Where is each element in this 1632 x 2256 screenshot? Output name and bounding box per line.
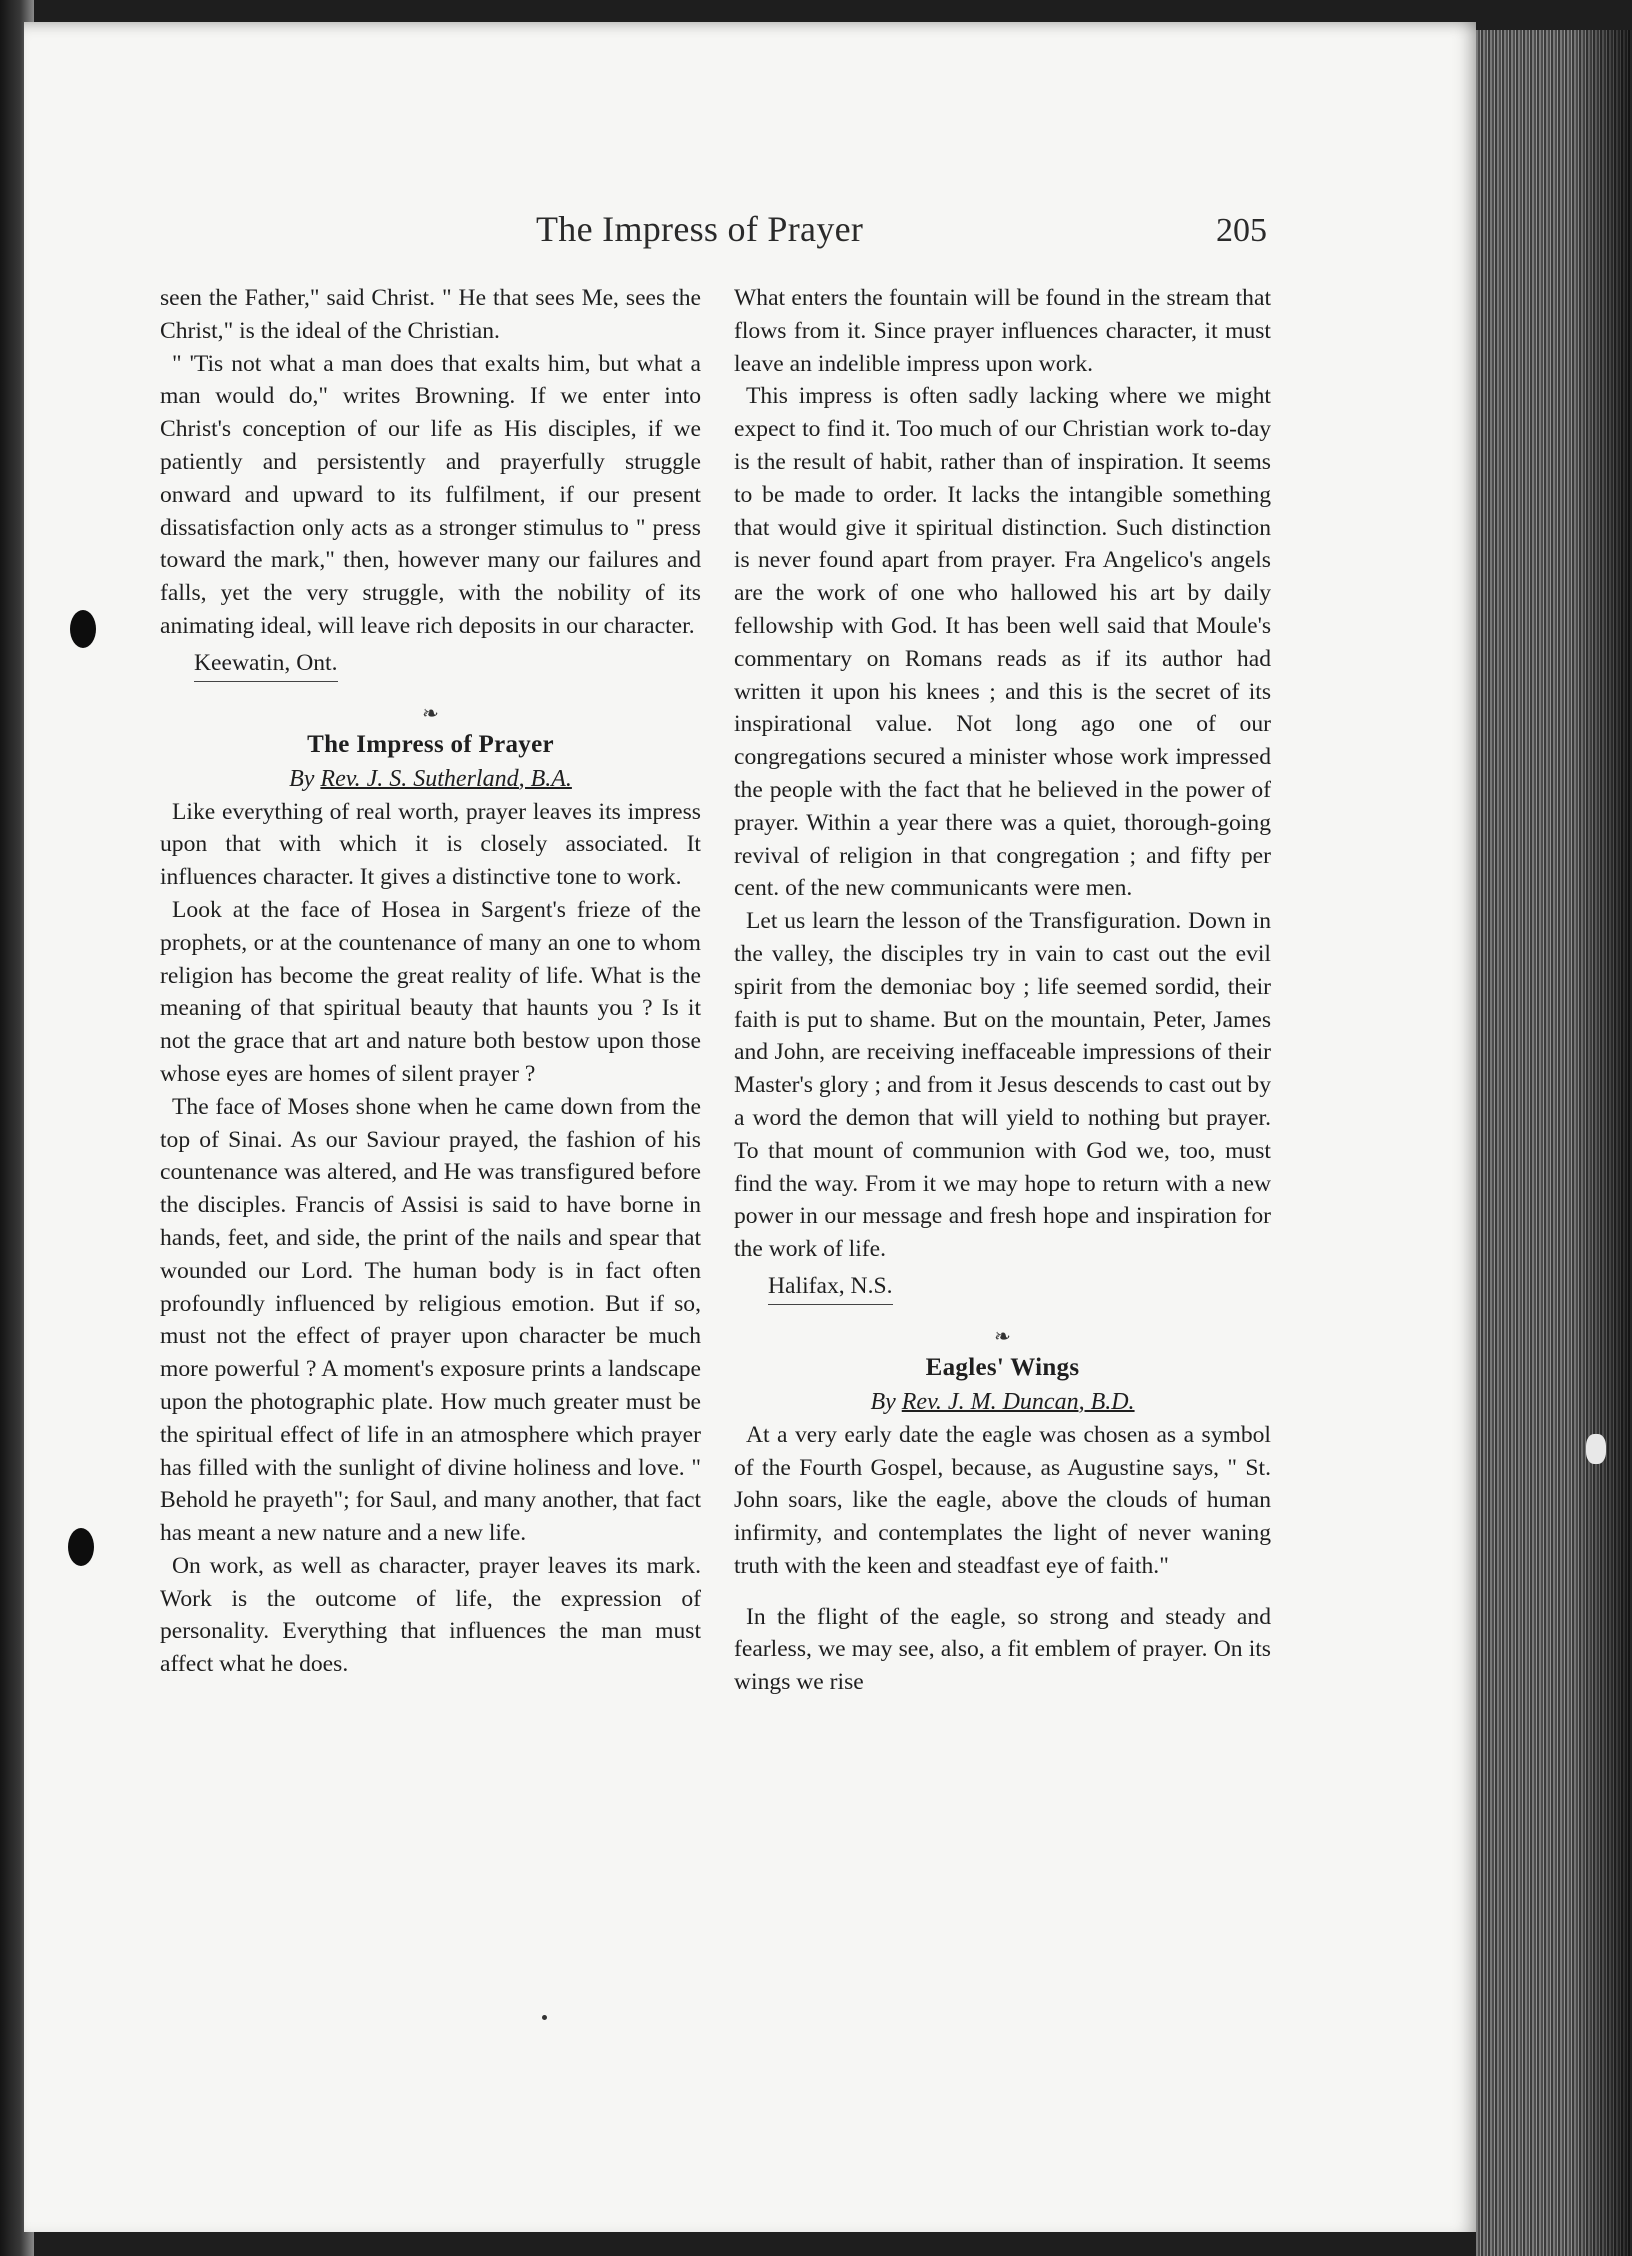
book-page-edges bbox=[1476, 30, 1632, 2256]
byline bbox=[734, 1385, 1271, 1419]
paragraph: On work, as well as character, prayer leaves its mark. Work is the outcome of life, the expression of personality. Everything that influences the man must affect what he does. bbox=[160, 1552, 701, 1678]
paragraph: seen the Father," said Christ. " He that sees Me, sees the Christ," is the ideal of the Christian. bbox=[160, 285, 701, 344]
page-edge-mark bbox=[1586, 1434, 1606, 1464]
byline-prefix: By bbox=[870, 1388, 896, 1415]
page-number: 205 bbox=[1216, 212, 1267, 249]
ornament-icon: ❧ bbox=[422, 702, 439, 725]
ornament-icon: ❧ bbox=[994, 1325, 1011, 1348]
place-signature: Keewatin, Ont. bbox=[194, 647, 338, 682]
paragraph: At a very early date the eagle was chosen as a symbol of the Fourth Gospel, because, as Augustine says, " St. John soars, like the eagle, above the clouds of human infirmity, and contemplates the light of never waning truth with the keen and steadfast eye of faith." bbox=[734, 1421, 1271, 1579]
paragraph: " 'Tis not what a man does that exalts him, but what a man would do," writes Browning. If we enter into Christ's conception of our life as His disciples, if we patiently and persistently and prayerfully struggle onward and upward to its fulfilment, if our present dissatisfaction only acts as a stronger stimulus to " press toward the mark," then, however many our failures and falls, yet the very struggle, with the nobility of its animating ideal, will leave rich deposits in our character. bbox=[160, 350, 701, 639]
paragraph: Let us learn the lesson of the Transfiguration. Down in the valley, the disciples try in vain to cast out the evil spirit from the demoniac boy ; life seemed sordid, their faith is put to shame. But on the mountain, Peter, James and John, are receiving ineffaceable impressions of their Master's glory ; and from it Jesus descends to cast out by a word the demon that will yield to nothing but prayer. To that mount of communion with God we, too, must find the way. From it we may hope to return with a new power in our message and fresh hope and inspiration for the work of life. bbox=[734, 908, 1271, 1263]
right-column bbox=[734, 282, 1271, 1699]
paragraph: This impress is often sadly lacking where we might expect to find it. Too much of our Christian work to-day is the result of habit, rather than of inspiration. It seems to be made to order. It lacks the intangible something that would give it spiritual distinction. Such distinction is never found apart from prayer. Fra Angelico's angels are the work of one who hallowed his art by daily fellowship with God. It has been well said that Moule's commentary on Romans reads as if its author had written it upon his knees ; and this is the secret of its inspirational value. Not long ago one of our congregations secured a minister whose work impressed the people with the fact that he believed in the power of prayer. Within a year there was a quiet, thorough-going revival of religion in that congregation ; and fifty per cent. of the new communicants were men. bbox=[734, 383, 1271, 902]
page-speck bbox=[542, 2015, 547, 2020]
article-title: The Impress of Prayer bbox=[307, 730, 554, 758]
paragraph: What enters the fountain will be found in the stream that flows from it. Since prayer influences character, it must leave an indelible impress upon work. bbox=[734, 285, 1271, 377]
punch-hole bbox=[68, 1528, 94, 1566]
byline-prefix: By bbox=[289, 765, 315, 792]
byline bbox=[160, 762, 701, 796]
paragraph: The face of Moses shone when he came down from the top of Sinai. As our Saviour prayed, the fashion of his countenance was altered, and He was transfigured before the disciples. Francis of Assisi is said to have borne in hands, feet, and side, the print of the nails and spear that wounded our Lord. The human body is in fact often profoundly influenced by religious emotion. But if so, must not the effect of prayer upon character be much more powerful ? A moment's exposure prints a landscape upon the photographic plate. How much greater must be the spiritual effect of life in an atmosphere which prayer has filled with the sunlight of divine holiness and love. " Behold he prayeth"; for Saul, and many another, that fact has meant a new nature and a new life. bbox=[160, 1093, 701, 1547]
running-head: The Impress of Prayer bbox=[536, 209, 864, 249]
byline-author: Rev. J. M. Duncan, B.D. bbox=[901, 1388, 1135, 1415]
byline-author: Rev. J. S. Sutherland, B.A. bbox=[320, 765, 572, 792]
paragraph: Like everything of real worth, prayer leaves its impress upon that with which it is closely associated. It influences character. It gives a distinctive tone to work. bbox=[160, 798, 701, 891]
paragraph: In the flight of the eagle, so strong and steady and fearless, we may see, also, a fit emblem of prayer. On its wings we rise bbox=[734, 1603, 1271, 1696]
place-signature: Halifax, N.S. bbox=[768, 1270, 893, 1305]
paragraph: Look at the face of Hosea in Sargent's frieze of the prophets, or at the countenance of many an one to whom religion has become the great reality of life. What is the meaning of that spiritual beauty that haunts you ? Is it not the grace that art and nature both bestow upon those whose eyes are homes of silent prayer ? bbox=[160, 896, 701, 1087]
article-title: Eagles' Wings bbox=[925, 1353, 1080, 1381]
punch-hole bbox=[70, 610, 96, 648]
left-column bbox=[160, 282, 701, 1681]
